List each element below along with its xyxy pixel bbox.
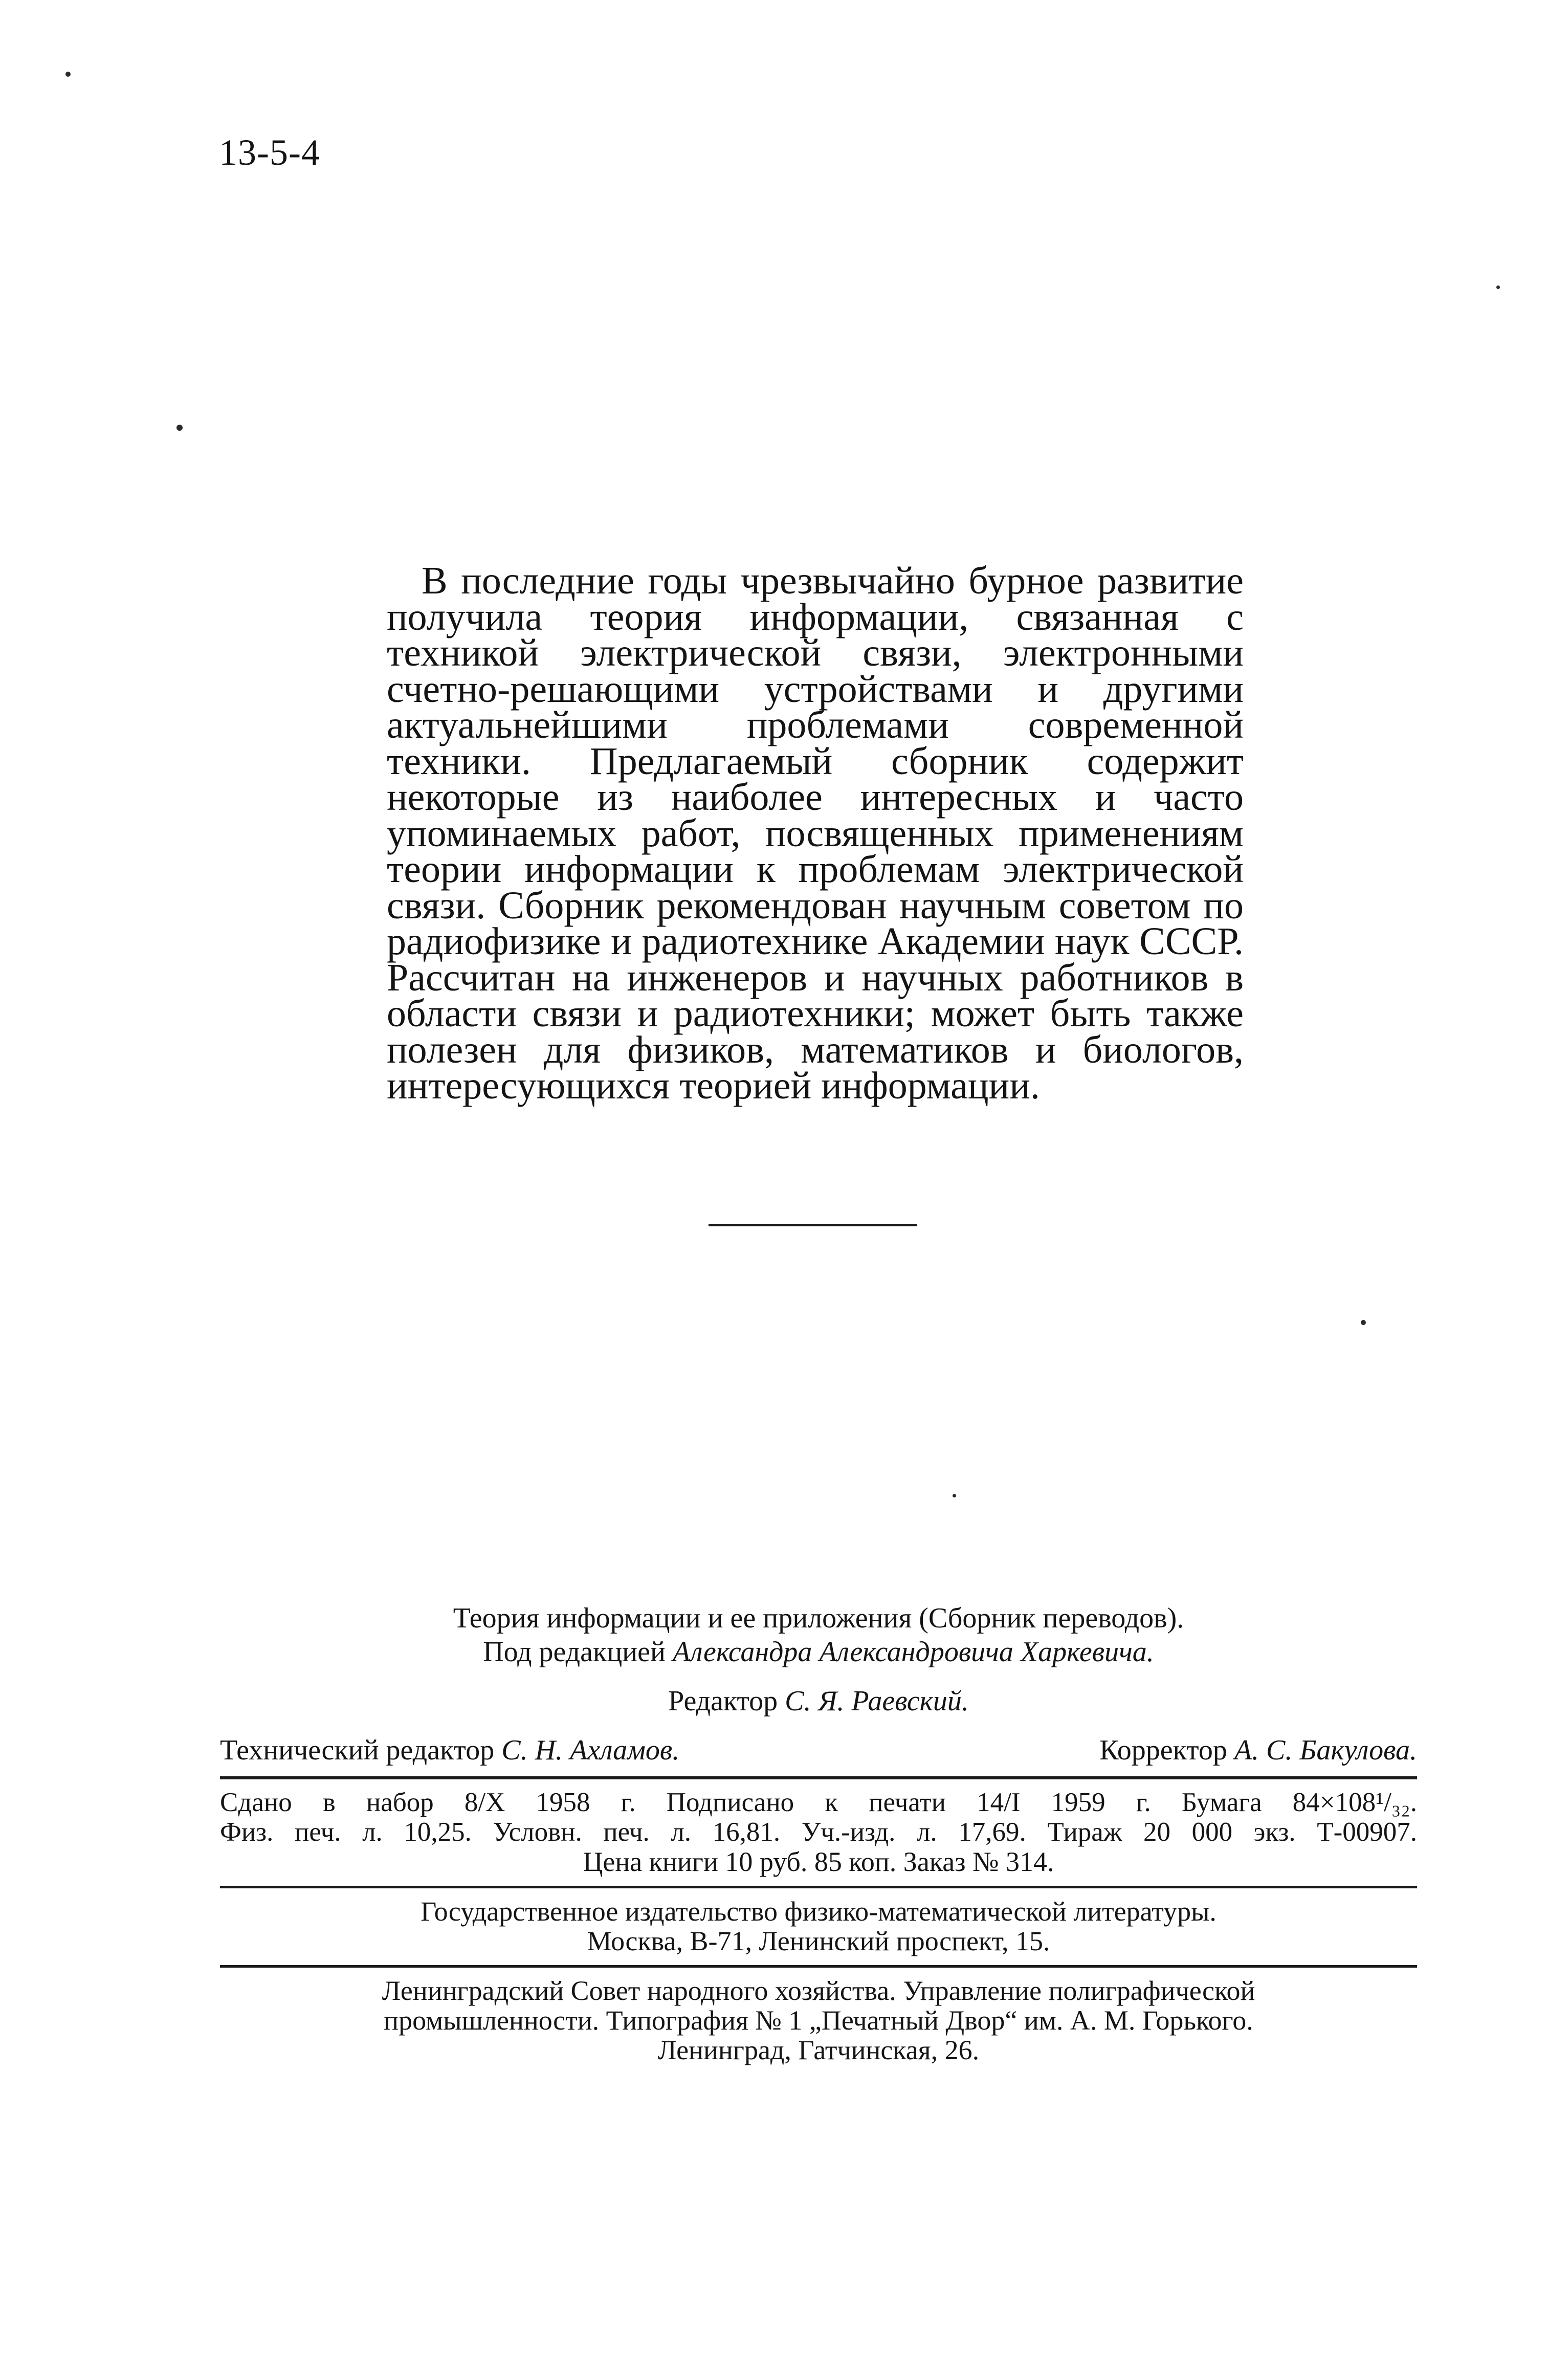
divider-rule	[709, 1224, 917, 1226]
editor2-line	[220, 1684, 1417, 1718]
publisher-line-1: Государственное издательство физико-математической литературы.	[421, 1896, 1217, 1927]
editor-line	[220, 1635, 1417, 1669]
scan-speck	[1361, 1320, 1366, 1325]
print-info-line-3: Цена книги 10 руб. 85 коп. Заказ № 314.	[583, 1846, 1054, 1877]
annotation-paragraph: В последние годы чрезвычайно бурное развитие получила теория информации, связанная с техникой электрической связи, электронными счетно-решающими устройствами и другими актуальнейшими проблемами современной техники. Предлагаемый сборник содержит некоторые из наиболее интересных и часто упоминаемых работ, посвященных применениям теории информации к проблемам электрической связи. Сборник рекомендован научным советом по радиофизике и радиотехнике Академии наук СССР. Рассчитан на инженеров и научных работников в области связи и радиотехники; может быть также полезен для физиков, математиков и биологов, интересующихся теорией информации.	[387, 559, 1244, 1107]
colophon-rule	[220, 1886, 1417, 1888]
colophon-rule	[220, 1965, 1417, 1968]
tech-editor-name: С. Н. Ахламов.	[501, 1734, 680, 1766]
book-title-line: Теория информации и ее приложения (Сборник переводов).	[453, 1602, 1184, 1634]
editor-name: Александра Александровича Харкевича.	[672, 1636, 1154, 1668]
printer-line-3: Ленинград, Гатчинская, 26.	[657, 2035, 980, 2065]
corrector-prefix: Корректор	[1099, 1734, 1234, 1766]
page-code: 13-5-4	[219, 132, 320, 173]
colophon	[220, 1601, 1417, 2065]
scan-speck	[176, 425, 183, 431]
print-info-line-2: Физ. печ. л. 10,25. Условн. печ. л. 16,81. Уч.-изд. л. 17,69. Тираж 20 000 экз. Т-00907.	[220, 1817, 1417, 1847]
tech-editor-prefix: Технический редактор	[220, 1734, 502, 1766]
corrector	[1099, 1733, 1417, 1767]
scan-speck	[953, 1494, 956, 1497]
tech-editor	[220, 1733, 679, 1767]
publisher-line-2: Москва, В-71, Ленинский проспект, 15.	[587, 1926, 1050, 1956]
printer-line-2: промышленности. Типография № 1 „Печатный Двор“ им. А. М. Горького.	[384, 2005, 1253, 2036]
scan-speck	[65, 72, 71, 77]
scan-speck	[1496, 285, 1500, 289]
printer-line-1: Ленинградский Совет народного хозяйства. Управление полиграфической	[382, 1975, 1255, 2006]
editor2-name: С. Я. Раевский.	[785, 1685, 969, 1717]
tech-editor-corrector-line	[220, 1733, 1417, 1767]
corrector-name: А. С. Бакулова.	[1234, 1734, 1417, 1766]
editor-prefix: Под редакцией	[483, 1636, 673, 1668]
colophon-rule	[220, 1776, 1417, 1779]
editor2-prefix: Редактор	[668, 1685, 785, 1717]
print-info-line-1: Сдано в набор 8/X 1958 г. Подписано к печати 14/I 1959 г. Бумага 84×108¹/₃₂.	[220, 1788, 1417, 1817]
